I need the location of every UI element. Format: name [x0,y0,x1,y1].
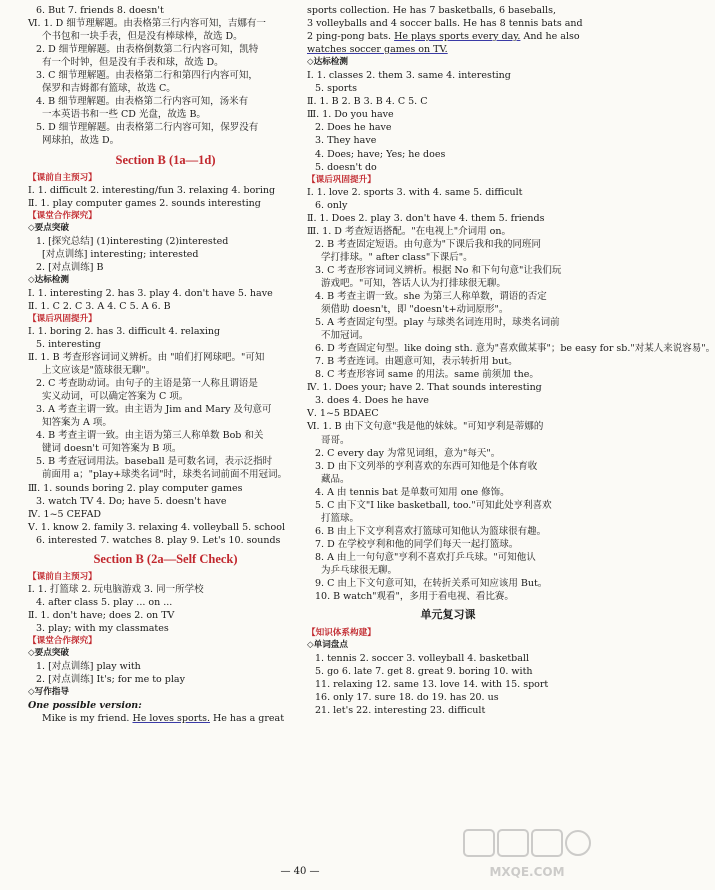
answer-line: 5. doesn't do [315,161,377,173]
answer-line: 11. relaxing 12. same 13. love 14. with 15. sport [315,679,549,691]
s2-preview-tag: 【课前自主预习】 [28,571,97,582]
s2-writing-heading: ◇写作指导 [28,687,69,698]
answer-line: Ⅲ. 1. D 考查短语搭配。"在电视上"介词用 on。 [307,225,512,237]
answer-line: Ⅳ. 1~5 CEFAD [28,508,102,520]
answer-line: 5. C 由下文"I like basketball, too."可知此处亨利喜欢 [315,499,552,511]
answer-line: Ⅰ. 1. difficult 2. interesting/fun 3. relaxing 4. boring [28,184,276,196]
watermark-logo [462,826,592,882]
answer-line: 4. B 细节理解题。由表格第二行内容可知，汤米有 [36,96,249,108]
answer-line: 3. D 由下文列举的亨利喜欢的东西可知他是个体育收 [315,460,538,472]
answer-line: 4. Does; have; Yes; he does [315,148,446,160]
answer-line: 6. But 7. friends 8. doesn't [36,5,164,16]
answer-line: Ⅱ. 1. B 2. B 3. B 4. C 5. C [307,96,428,108]
r-after-class-answers [307,186,715,604]
answer-line: 个书包和一块手表，但是没有棒球棒，故选 D。 [42,31,243,43]
answer-line: 3. A 考查主谓一致。由主语为 Jim and Mary 及句意可 [36,404,272,416]
essay-line-a: sports collection. He has 7 basketballs, 6 baseballs, [307,5,556,16]
s1-class-tag: 【课堂合作探究】 [28,210,97,221]
s2-key-points [28,660,303,686]
answer-line: Ⅳ. 1. Does your; have 2. That sounds interesting [307,382,542,394]
answer-line: 2. Does he have [315,122,392,134]
answer-line: Ⅲ. 1. Do you have [307,109,394,121]
answer-line: 键词 doesn't 可知答案为 B 项。 [42,443,182,455]
answer-line: 藏品。 [321,473,350,485]
answer-line: 1. [对点训练] play with [36,660,141,672]
answer-line: 保罗和吉姆都有篮球，故选 C。 [42,83,176,95]
answer-line: 5. B 考查冠词用法。baseball 是可数名词，表示泛指时 [36,456,273,468]
answer-line: 16. only 17. sure 18. do 19. has 20. us [315,692,499,704]
s2-key-points-heading: ◇要点突破 [28,647,69,658]
page-number: — 40 — [280,866,320,877]
s1-after-class-answers [28,325,303,547]
answer-line: 4. B 考查主谓一致。由主语为第三人称单数 Bob 和关 [36,430,264,442]
answer-line: Ⅱ. 1. C 2. C 3. A 4. C 5. A 6. B [28,300,171,312]
s1-preview-answers [28,184,303,210]
answer-line: 为乒乓球很无聊。 [321,564,398,576]
answer-line: 实义动词，可以确定答案为 C 项。 [42,391,189,403]
answer-line: 3. watch TV 4. Do; have 5. doesn't have [36,495,227,507]
left-top-lines [28,4,303,148]
answer-line: 不加冠词。 [321,330,369,342]
answer-line: 3. C 细节理解题。由表格第二行和第四行内容可知， [36,70,258,82]
answer-line: 7. B 考查连词。由题意可知，表示转折用 but。 [315,356,518,368]
answer-line: Ⅰ. 1. love 2. sports 3. with 4. same 5. difficult [307,186,523,198]
answer-line: 3. does 4. Does he have [315,395,429,407]
answer-line: 5. D 细节理解题。由表格第二行内容可知，保罗没有 [36,122,259,134]
answer-line: 2. C 考查助动词。由句子的主语是第一人称且谓语是 [36,378,258,390]
answer-line: 6. only [315,199,348,211]
s1-test-heading: ◇达标检测 [28,274,69,285]
section-b-1a-1d-title: Section B (1a—1d) [115,152,216,167]
right-column [307,4,715,717]
s1-preview-tag: 【课前自主预习】 [28,172,97,183]
answer-line: Ⅴ. 1. know 2. family 3. relaxing 4. volleyball 5. school [28,521,285,533]
answer-line: Ⅰ. 1. interesting 2. has 3. play 4. don't have 5. have [28,287,273,299]
answer-line: 游戏吧。"可知，答话人认为打排球很无聊。 [321,277,506,289]
r-test-answers [307,69,589,173]
answer-line: Ⅱ. 1. Does 2. play 3. don't have 4. them 5. friends [307,212,545,224]
essay-line-d: watches soccer games on TV. [307,44,448,56]
answer-line: 2. [对点训练] B [36,261,104,273]
knowledge-tag: 【知识体系构建】 [307,628,376,639]
answer-line: 8. A 由上一句句意"亨利不喜欢打乒乓球。"可知他认 [315,551,536,563]
answer-line: 6. interested 7. watches 8. play 9. Let's 10. sounds [36,534,281,546]
answer-line: 1. [探究总结] (1)interesting (2)interested [36,235,229,247]
answer-line: 1. tennis 2. soccer 3. volleyball 4. basketball [315,653,529,665]
answer-line: 哥哥。 [321,434,350,446]
answer-line: Ⅴ. 1~5 BDAEC [307,408,379,420]
answer-line: 5. A 考查固定句型。play 与球类名词连用时，球类名词前 [315,317,560,329]
answer-line: 21. let's 22. interesting 23. difficult [315,705,486,717]
answer-line: 网球拍，故选 D。 [42,135,120,147]
answer-line: Ⅱ. 1. don't have; does 2. on TV [28,609,175,621]
answer-line: 5. sports [315,83,357,95]
answer-line: 3. They have [315,135,377,147]
svg-text:MXQE.COM: MXQE.COM [489,865,565,879]
answer-line: 7. D 在学校亨利和他的同学们每天一起打篮球。 [315,538,519,550]
essay-line-b: 3 volleyballs and 4 soccer balls. He has 8 tennis bats and [307,18,583,30]
answer-line: 4. B 考查主谓一致。she 为第三人称单数，谓语的否定 [315,290,547,302]
answer-line: 有一个时钟，但是没有手表和球，故选 D。 [42,57,224,69]
answer-line: [对点训练] interesting; interested [42,248,199,260]
answer-line: 2. [对点训练] It's; for me to play [36,674,185,686]
answer-line: 4. A 由 tennis bat 是单数可知用 one 修饰。 [315,486,510,498]
answer-line: 2. C every day 为常见词组，意为"每天"。 [315,447,501,459]
answer-line: Ⅵ. 1. B 由下文句意"我是他的妹妹。"可知亨利是蒂娜的 [307,421,544,433]
s1-key-points-heading: ◇要点突破 [28,222,69,233]
answer-line: Ⅰ. 1. 打篮球 2. 玩电脑游戏 3. 同一所学校 [28,583,204,595]
answer-line: 5. interesting [36,338,101,350]
section-b-2a-title: Section B (2a—Self Check) [93,551,238,566]
answer-line: 知答案为 A 项。 [42,417,112,429]
answer-line: 9. C 由上下文句意可知，在转折关系可知应该用 But。 [315,578,548,590]
answer-line: 前面用 a；"play+球类名词"时，球类名词前面不用冠词。 [42,469,288,481]
answer-line: 2. D 细节理解题。由表格倒数第二行内容可知，凯特 [36,44,259,56]
answer-line: 上文应该是"篮球很无聊"。 [42,365,156,377]
s1-key-points [28,235,303,274]
essay-line-c: 2 ping-pong bats. He plays sports every day. And he also [307,31,580,43]
r-test-heading: ◇达标检测 [307,57,348,68]
answer-line: 10. B watch"观看"，多用于看电视、看比赛。 [315,591,514,603]
answer-line: Ⅲ. 1. sounds boring 2. play computer games [28,482,243,494]
answer-line: 6. B 由上下文亨利喜欢打篮球可知他认为篮球很有趣。 [315,525,547,537]
s2-class-tag: 【课堂合作探究】 [28,635,97,646]
unit-review-title: 单元复习课 [420,608,476,622]
answer-line: Ⅵ. 1. D 细节理解题。由表格第三行内容可知，吉娜有一 [28,18,266,30]
essay-first-line: Mike is my friend. He loves sports. He has a great [42,713,285,725]
word-list-heading: ◇单词盘点 [307,640,348,651]
answer-line: Ⅰ. 1. classes 2. them 3. same 4. interesting [307,70,511,82]
answer-line: Ⅱ. 1. B 考查形容词词义辨析。由 "咱们打网球吧。"可知 [28,352,265,364]
left-column [28,4,303,725]
answer-line: 8. C 考查形容词 same 的用法。same 前须加 the。 [315,369,539,381]
answer-line: 3. play; with my classmates [36,622,169,634]
answer-line: 4. after class 5. play ... on ... [36,596,173,608]
answer-line: Ⅰ. 1. boring 2. has 3. difficult 4. relaxing [28,325,221,337]
answer-line: 6. D 考查固定句型。like doing sth. 意为"喜欢做某事"；be easy for sb."对某人来说容易"。 [315,343,715,355]
s2-version-label: One possible version: [28,700,142,712]
answer-line: 一本英语书和一些 CD 光盘，故选 B。 [42,109,206,121]
answer-line: 2. B 考查固定短语。由句意为"下课后我和我的同班同 [315,238,541,250]
answer-line: Ⅱ. 1. play computer games 2. sounds interesting [28,197,261,209]
r-after-class-tag: 【课后巩固提升】 [307,174,376,185]
word-list-answers [307,652,589,717]
s1-test-answers [28,287,303,313]
s1-after-class-tag: 【课后巩固提升】 [28,313,97,324]
answer-line: 5. go 6. late 7. get 8. great 9. boring 10. with [315,666,533,678]
s2-preview-answers [28,583,303,635]
answer-line: 3. C 考查形容词词义辨析。根据 No 和下句句意"让我们玩 [315,264,562,276]
answer-line: 须借助 doesn't，即 "doesn't+动词原形"。 [321,304,509,316]
answer-line: 打篮球。 [321,512,360,524]
answer-line: 学打排球。" after class"下课后"。 [321,251,473,263]
